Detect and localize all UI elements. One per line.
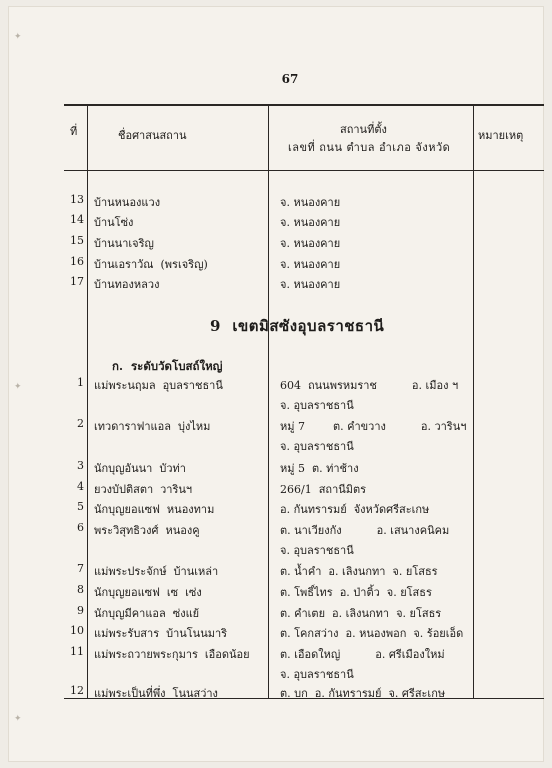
place-address: จ. หนองคาย <box>280 237 341 250</box>
row-number: 9 <box>77 604 84 617</box>
place-address: ต. น้ำคำ อ. เลิงนกทา จ. ยโสธร <box>280 565 438 578</box>
place-name: ยวงบัปติสตา วารินฯ <box>94 483 193 496</box>
place-address: ต. นาเวียงกัง อ. เสนางคนิคม <box>280 524 450 537</box>
place-name: บ้านโซ่ง <box>94 216 134 229</box>
place-address-line2: จ. อุบลราชธานี <box>280 544 354 557</box>
place-name: แม่พระประจักษ์ บ้านเหล่า <box>94 565 219 578</box>
column-divider <box>268 104 269 699</box>
place-address: ต. เอือดใหญ่ อ. ศรีเมืองใหม่ <box>280 648 445 661</box>
place-address-line2: จ. อุบลราชธานี <box>280 399 354 412</box>
row-number: 11 <box>70 645 84 658</box>
place-name: เทวดาราฟาแอล บุ่งไหม <box>94 420 211 433</box>
place-name: บ้านทองหลวง <box>94 278 160 291</box>
place-name: แม่พระถวายพระกุมาร เอือดน้อย <box>94 648 250 661</box>
header-remarks: หมายเหตุ <box>478 129 524 142</box>
column-divider <box>87 104 88 699</box>
row-number: 17 <box>70 275 84 288</box>
place-address: 604 ถนนพรหมราช อ. เมือง ฯ <box>280 379 459 392</box>
row-number: 5 <box>77 500 84 513</box>
place-name: บ้านหนองแวง <box>94 196 161 209</box>
row-number: 3 <box>77 459 84 472</box>
header-location: สถานที่ตั้ง <box>340 123 387 136</box>
header-location-sub: เลขที่ ถนน ตำบล อำเภอ จังหวัด <box>288 141 451 154</box>
place-name: บ้านเอราวัณ (พรเจริญ) <box>94 258 208 271</box>
subsection-title: ก. ระดับวัดโบสถ์ใหญ่ <box>112 359 223 373</box>
section-title: 9 เขตมิสซังอุบลราชธานี <box>210 317 385 335</box>
row-number: 12 <box>70 684 84 697</box>
row-number: 10 <box>70 624 84 637</box>
place-address: ต. บก อ. กันทรารมย์ จ. ศรีสะเกษ <box>280 687 446 700</box>
place-address: หมู่ 7 ต. คำขวาง อ. วารินฯ <box>280 420 467 433</box>
place-address-line2: จ. อุบลราชธานี <box>280 440 354 453</box>
place-name: แม่พระนฤมล อุบลราชธานี <box>94 379 223 392</box>
header-number: ที่ <box>70 125 78 138</box>
table-header-rule <box>64 170 544 171</box>
place-name: บ้านนาเจริญ <box>94 237 154 250</box>
row-number: 7 <box>77 562 84 575</box>
table-top-rule <box>64 104 544 106</box>
column-divider <box>473 104 474 699</box>
header-name: ชื่อศาสนสถาน <box>118 129 187 142</box>
row-number: 1 <box>77 376 84 389</box>
row-number: 4 <box>77 480 84 493</box>
place-name: แม่พระเป็นที่พึ่ง โนนสว่าง <box>94 687 218 700</box>
row-number: 6 <box>77 521 84 534</box>
page-number: 67 <box>281 72 299 86</box>
place-address-line2: จ. อุบลราชธานี <box>280 668 354 681</box>
place-name: นักบุญอันนา บัวท่า <box>94 462 186 475</box>
place-name: นักบุญมีคาแอล ซ่งแย้ <box>94 607 200 620</box>
row-number: 13 <box>70 193 84 206</box>
row-number: 14 <box>70 213 84 226</box>
place-name: นักบุญยอแซฟ เซ เซ่ง <box>94 586 202 599</box>
punch-hole-mark: ✦ <box>14 714 22 724</box>
place-address: อ. กันทรารมย์ จังหวัดศรีสะเกษ <box>280 503 430 516</box>
document-page <box>8 6 544 762</box>
punch-hole-mark: ✦ <box>14 32 22 42</box>
row-number: 16 <box>70 255 84 268</box>
place-address: จ. หนองคาย <box>280 258 341 271</box>
place-address: จ. หนองคาย <box>280 216 341 229</box>
place-address: ต. คำเตย อ. เลิงนกทา จ. ยโสธร <box>280 607 442 620</box>
place-address: จ. หนองคาย <box>280 278 341 291</box>
place-name: พระวิสุทธิวงศ์ หนองคู <box>94 524 200 537</box>
place-address: ต. โคกสว่าง อ. หนองพอก จ. ร้อยเอ็ด <box>280 627 464 640</box>
row-number: 8 <box>77 583 84 596</box>
place-address: หมู่ 5 ต. ท่าช้าง <box>280 462 359 475</box>
row-number: 2 <box>77 417 84 430</box>
row-number: 15 <box>70 234 84 247</box>
place-name: นักบุญยอแซฟ หนองทาม <box>94 503 215 516</box>
place-address: จ. หนองคาย <box>280 196 341 209</box>
place-address: ต. โพธิ์ไทร อ. ป่าติ้ว จ. ยโสธร <box>280 586 432 599</box>
punch-hole-mark: ✦ <box>14 382 22 392</box>
place-address: 266/1 สถานีมิตร <box>280 483 367 496</box>
place-name: แม่พระรับสาร บ้านโนนมาริ <box>94 627 228 640</box>
